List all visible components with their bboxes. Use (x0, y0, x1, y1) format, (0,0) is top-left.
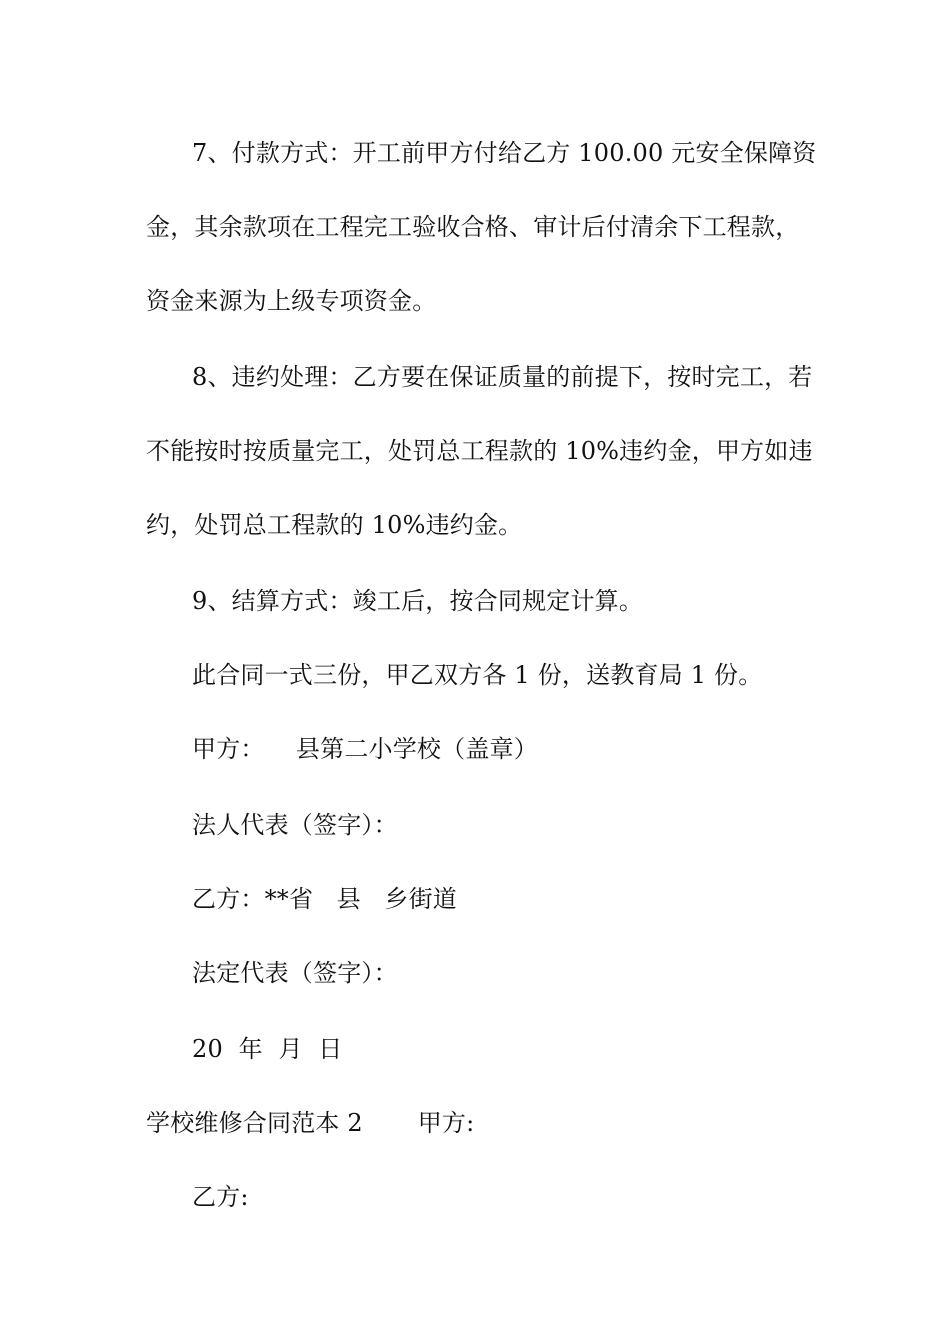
template-2-party-b-line: 乙方: (192, 1183, 249, 1211)
clause-7-line-3: 资金来源为上级专项资金。 (146, 287, 437, 315)
party-a-line: 甲方： 县第二小学校（盖章） (192, 735, 538, 763)
template-2-title-line: 学校维修合同范本 2 甲方: (146, 1109, 475, 1137)
legal-rep-a-line: 法人代表（签字）： (192, 811, 398, 839)
date-line: 20 年 月 日 (192, 1035, 343, 1063)
clause-8-line-2: 不能按时按质量完工，处罚总工程款的 10%违约金，甲方如违 (146, 437, 813, 465)
clause-8-line-3: 约，处罚总工程款的 10%违约金。 (146, 511, 523, 539)
clause-8-line-1: 8、违约处理：乙方要在保证质量的前提下，按时完工，若 (192, 363, 813, 391)
clause-7-line-2: 金，其余款项在工程完工验收合格、审计后付清余下工程款， (146, 213, 800, 241)
party-b-line: 乙方：**省 县 乡街道 (192, 885, 457, 913)
legal-rep-b-line: 法定代表（签字）： (192, 959, 398, 987)
clause-7-line-1: 7、付款方式：开工前甲方付给乙方 100.00 元安全保障资 (192, 139, 817, 167)
clause-9-line: 9、结算方式：竣工后，按合同规定计算。 (192, 587, 644, 615)
copies-line: 此合同一式三份，甲乙双方各 1 份，送教育局 1 份。 (192, 661, 763, 689)
